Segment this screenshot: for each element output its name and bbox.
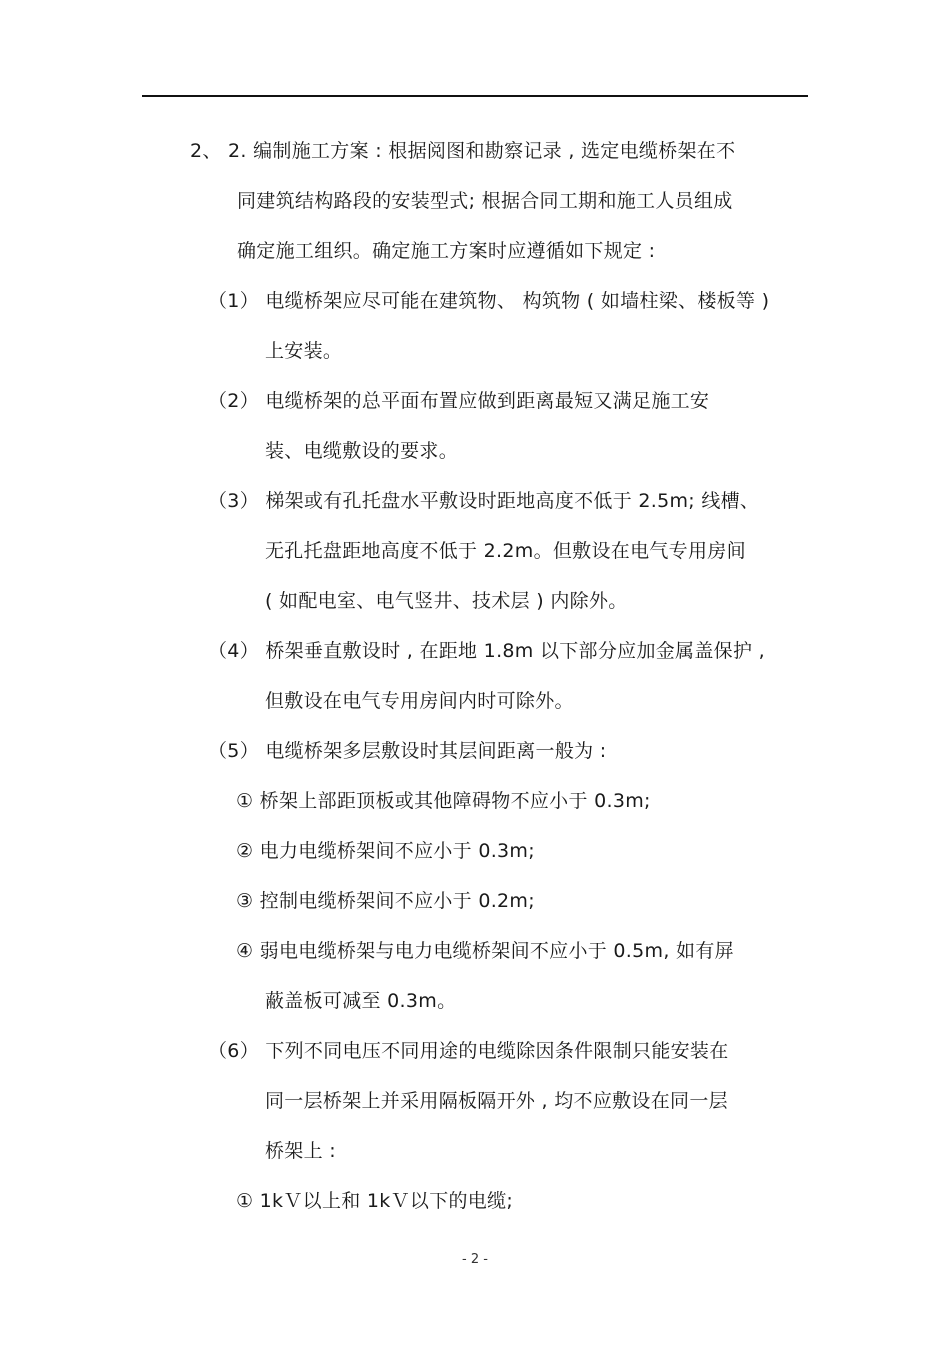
text-line: ① 1kＶ以上和 1kＶ以下的电缆; bbox=[236, 1190, 514, 1212]
text-line: 蔽盖板可减至 0.3m。 bbox=[265, 990, 457, 1012]
text-line: 确定施工组织。确定施工方案时应遵循如下规定 : bbox=[237, 240, 656, 262]
text-line: 桥架上 : bbox=[265, 1140, 336, 1162]
text-line: 无孔托盘距地高度不低于 2.2m。但敷设在电气专用房间 bbox=[265, 540, 746, 562]
text-line: ① 桥架上部距顶板或其他障碍物不应小于 0.3m; bbox=[236, 790, 651, 812]
text-line: ② 电力电缆桥架间不应小于 0.3m; bbox=[236, 840, 535, 862]
text-line: （6） 下列不同电压不同用途的电缆除因条件限制只能安装在 bbox=[208, 1040, 729, 1062]
text-line: 上安装。 bbox=[265, 340, 343, 362]
header-rule bbox=[142, 95, 808, 97]
text-line: 同建筑结构路段的安装型式; 根据合同工期和施工人员组成 bbox=[237, 190, 733, 212]
text-line: ( 如配电室、电气竖井、技术层 ) 内除外。 bbox=[265, 590, 628, 612]
text-line: （2） 电缆桥架的总平面布置应做到距离最短又满足施工安 bbox=[208, 390, 710, 412]
text-line: ④ 弱电电缆桥架与电力电缆桥架间不应小于 0.5m, 如有屏 bbox=[236, 940, 734, 962]
text-line: （1） 电缆桥架应尽可能在建筑物、 构筑物 ( 如墙柱梁、楼板等 ) bbox=[208, 290, 770, 312]
text-line: 装、电缆敷设的要求。 bbox=[265, 440, 459, 462]
text-line: （4） 桥架垂直敷设时 , 在距地 1.8m 以下部分应加金属盖保护 , bbox=[208, 640, 765, 662]
text-line: 但敷设在电气专用房间内时可除外。 bbox=[265, 690, 574, 712]
text-line: （3） 梯架或有孔托盘水平敷设时距地高度不低于 2.5m; 线槽、 bbox=[208, 490, 760, 512]
text-line: 2、 2. 编制施工方案 : 根据阅图和勘察记录 , 选定电缆桥架在不 bbox=[190, 140, 736, 162]
text-line: ③ 控制电缆桥架间不应小于 0.2m; bbox=[236, 890, 535, 912]
text-line: （5） 电缆桥架多层敷设时其层间距离一般为 : bbox=[208, 740, 607, 762]
text-line: 同一层桥架上并采用隔板隔开外 , 均不应敷设在同一层 bbox=[265, 1090, 728, 1112]
page-number: - 2 - bbox=[462, 1252, 488, 1267]
